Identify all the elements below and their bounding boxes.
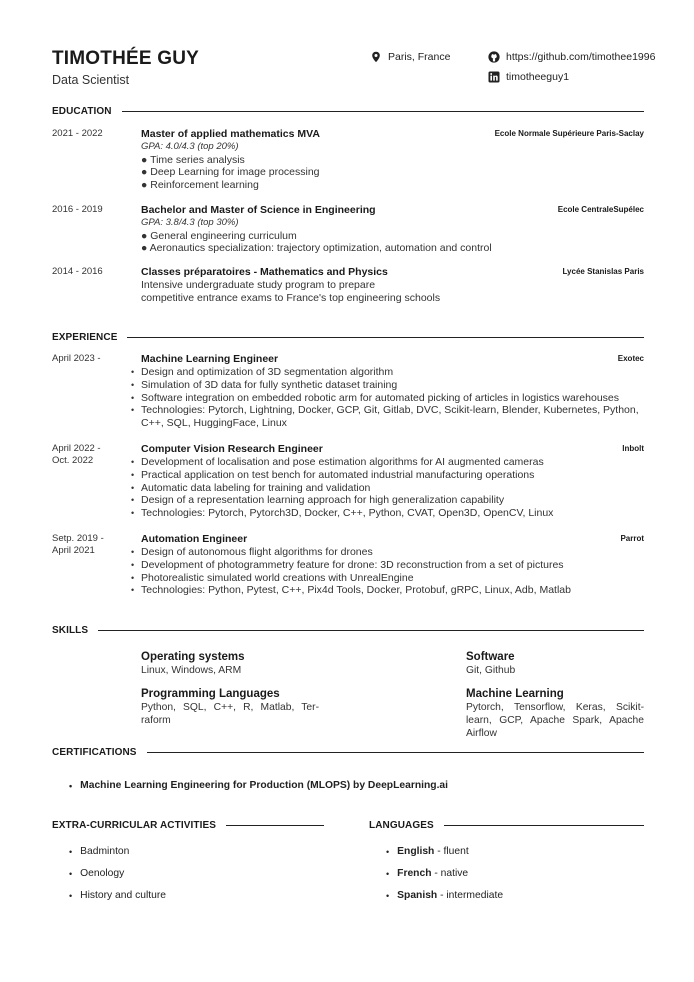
gpa: GPA: 4.0/4.3 (top 20%) — [141, 141, 239, 152]
activity-item: • History and culture — [69, 890, 167, 901]
experience-bullet-continuation: C++, SQL, HuggingFace, Linux — [141, 417, 287, 430]
degree-title: Master of applied mathematics MVA — [141, 128, 320, 140]
section-divider — [122, 111, 644, 112]
contact-github[interactable] — [488, 51, 655, 63]
experience-bullet: • Technologies: Pytorch, Lightning, Docker, GCP, Git, Gitlab, DVC, Scikit-learn, Blender, Kubernetes, Python, — [131, 404, 639, 417]
skill-heading: Operating systems — [141, 651, 245, 663]
education-date: 2014 - 2016 — [52, 266, 103, 277]
experience-bullet: • Software integration on embedded robotic arm for automated picking of articles in logistics warehouses — [131, 391, 620, 404]
experience-date: Setp. 2019 - April 2021 — [52, 533, 104, 556]
experience-bullet: • Practical application on test bench for automated industrial manufacturing operations — [131, 468, 535, 481]
course-item: ● Time series analysis — [141, 153, 245, 166]
section-divider — [127, 337, 644, 338]
skill-group — [141, 687, 319, 727]
experience-date: April 2023 - — [52, 353, 101, 364]
activity-item: • Oenology — [69, 868, 125, 879]
experience-bullet: • Development of localisation and pose estimation algorithms for AI augmented cameras — [131, 456, 544, 468]
job-title: Machine Learning Engineer — [141, 353, 279, 365]
skill-heading: Programming Languages — [141, 688, 280, 700]
description-line: competitive entrance exams to France's top engineering schools — [141, 291, 441, 304]
job-title: Computer Vision Research Engineer — [141, 443, 323, 455]
language-item: • Spanish - intermediate — [386, 890, 504, 901]
company-name: Parrot — [620, 534, 644, 543]
linkedin-link[interactable]: timotheeguy1 — [506, 71, 570, 83]
github-link[interactable]: https://github.com/timothee1996 — [506, 51, 656, 63]
school-name: Ecole CentraleSupélec — [557, 205, 644, 214]
contact-location — [370, 51, 450, 63]
experience-bullet: • Development of photogrammetry feature for drone: 3D reconstruction from a set of pictures — [131, 558, 564, 571]
skill-group — [141, 650, 319, 677]
skill-values: Pytorch, Tensorflow, Keras, Scikit-learn, GCP, Apache Spark, Apache Airflow — [466, 702, 644, 739]
language-item: • French - native — [386, 868, 469, 879]
education-heading: EDUCATION — [52, 106, 644, 117]
description-line: Intensive undergraduate study program to prepare — [141, 279, 376, 291]
certifications-heading: CERTIFICATIONS — [52, 747, 644, 758]
gpa: GPA: 3.8/4.3 (top 30%) — [141, 217, 239, 228]
experience-bullet: • Automatic data labeling for training and validation — [131, 481, 371, 494]
experience-bullet: • Technologies: Pytorch, Pytorch3D, Docker, C++, Python, CVAT, Open3D, OpenCV, Linux — [131, 507, 554, 520]
job-title: Automation Engineer — [141, 533, 248, 545]
course-item: ● Aeronautics specialization: trajectory optimization, automation and control — [141, 242, 492, 255]
candidate-name: TIMOTHÉE GUY — [52, 48, 200, 69]
course-item: ● Reinforcement learning — [141, 179, 259, 192]
experience-bullet: • Design of autonomous flight algorithms for drones — [131, 546, 373, 558]
skills-heading: SKILLS — [52, 625, 644, 636]
section-divider — [444, 825, 644, 826]
education-date: 2021 - 2022 — [52, 128, 103, 139]
github-icon — [488, 51, 500, 63]
skill-group — [466, 687, 644, 740]
skill-heading: Software — [466, 651, 515, 663]
section-divider — [98, 630, 644, 631]
language-item: • English - fluent — [386, 846, 469, 857]
activity-item: • Badminton — [69, 846, 130, 857]
degree-title: Bachelor and Master of Science in Engineering — [141, 204, 376, 216]
contact-linkedin[interactable] — [488, 71, 569, 83]
experience-bullet: • Technologies: Python, Pytest, C++, Pix4d Tools, Docker, Protobuf, gRPC, Linux, Adb, Matlab — [131, 584, 571, 597]
skill-values: Linux, Windows, ARM — [141, 665, 242, 676]
map-pin-icon — [370, 51, 382, 63]
skill-group — [466, 650, 644, 677]
activities-heading: EXTRA-CURRICULAR ACTIVITIES — [52, 820, 324, 831]
skill-heading: Machine Learning — [466, 688, 564, 700]
skill-values: Python, SQL, C++, R, Matlab, Ter-raform — [141, 702, 319, 726]
company-name: Exotec — [617, 354, 644, 363]
resume-page — [52, 0, 656, 982]
location-text: Paris, France — [388, 51, 451, 63]
school-name: Lycée Stanislas Paris — [562, 267, 644, 276]
experience-bullet: • Photorealistic simulated world creations with UnrealEngine — [131, 571, 414, 584]
languages-heading: LANGUAGES — [369, 820, 644, 831]
section-divider — [147, 752, 644, 753]
experience-bullet: • Design of a representation learning approach for high generalization capability — [131, 494, 505, 507]
degree-title: Classes préparatoires - Mathematics and Physics — [141, 266, 388, 278]
experience-bullet: • Simulation of 3D data for fully synthetic dataset training — [131, 378, 398, 391]
experience-bullet: • Design and optimization of 3D segmentation algorithm — [131, 366, 394, 378]
skill-values: Git, Github — [466, 665, 516, 676]
certification-item: • Machine Learning Engineering for Production (MLOPS) by DeepLearning.ai — [69, 780, 449, 791]
experience-heading: EXPERIENCE — [52, 332, 644, 343]
section-divider — [226, 825, 324, 826]
school-name: Ecole Normale Supérieure Paris-Saclay — [494, 129, 644, 138]
course-item: ● General engineering curriculum — [141, 229, 297, 242]
experience-date: April 2022 - Oct. 2022 — [52, 443, 101, 466]
candidate-role: Data Scientist — [52, 73, 130, 87]
course-item: ● Deep Learning for image processing — [141, 166, 320, 179]
company-name: Inbolt — [622, 444, 644, 453]
linkedin-icon — [488, 71, 500, 83]
education-date: 2016 - 2019 — [52, 204, 103, 215]
